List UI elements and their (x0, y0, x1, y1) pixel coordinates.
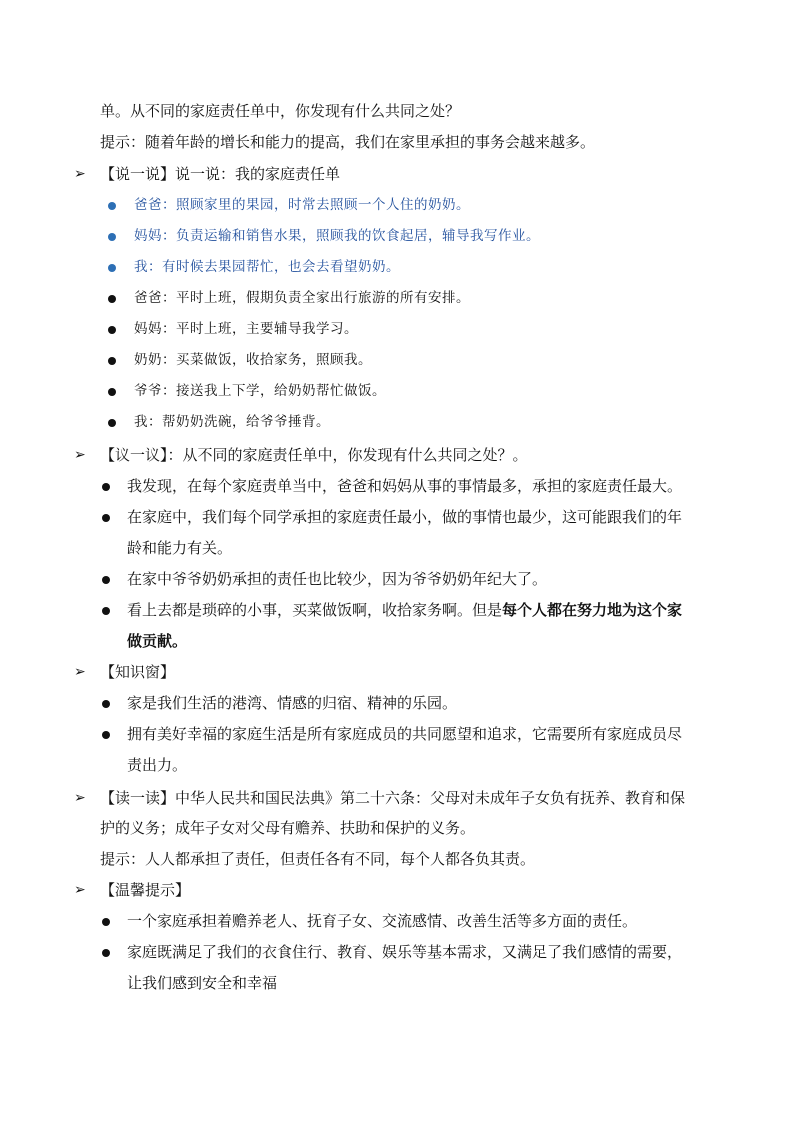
bullet-dot-icon (108, 295, 116, 303)
list-item-continuation (127, 631, 187, 651)
section-heading-knowledge: 【知识窗】 (100, 663, 176, 681)
bullet-dot-icon (102, 731, 110, 739)
bullet-dot-icon (108, 419, 116, 427)
list-item: 我：有时候去果园帮忙，也会去看望奶奶。 (134, 259, 400, 275)
bullet-dot-icon (108, 264, 116, 272)
list-item: 爷爷：接送我上下学，给奶奶帮忙做饭。 (134, 383, 386, 399)
bullet-dot-icon (102, 700, 110, 708)
list-item: 家庭既满足了我们的衣食住行、教育、娱乐等基本需求，又满足了我们感情的需要， (127, 943, 683, 961)
list-item-continuation: 责出力。 (127, 756, 188, 774)
section-heading-say: 【说一说】说一说：我的家庭责任单 (100, 165, 341, 183)
bullet-dot-icon (102, 918, 110, 926)
list-item: 妈妈：平时上班，主要辅导我学习。 (134, 321, 358, 337)
emphasis-text: 做贡献。 (127, 632, 188, 650)
list-item: 在家庭中，我们每个同学承担的家庭责任最小，做的事情也最少，这可能跟我们的年 (127, 508, 683, 526)
arrow-bullet-icon: ➢ (74, 882, 86, 898)
bullet-dot-icon (108, 202, 116, 210)
list-item (127, 600, 682, 620)
section-heading-tips: 【温馨提示】 (100, 881, 191, 899)
list-item-continuation: 让我们感到安全和幸福 (127, 974, 278, 992)
arrow-bullet-icon: ➢ (74, 664, 86, 680)
bullet-dot-icon (102, 483, 110, 491)
list-item: 爸爸：平时上班，假期负责全家出行旅游的所有安排。 (134, 290, 470, 306)
list-item: 奶奶：买菜做饭，收拾家务，照顾我。 (134, 352, 372, 368)
list-item: 爸爸：照顾家里的果园，时常去照顾一个人住的奶奶。 (134, 197, 470, 213)
bullet-dot-icon (102, 607, 110, 615)
bullet-dot-icon (108, 357, 116, 365)
bullet-dot-icon (108, 233, 116, 241)
bullet-dot-icon (108, 326, 116, 334)
list-item: 拥有美好幸福的家庭生活是所有家庭成员的共同愿望和追求，它需要所有家庭成员尽 (127, 725, 683, 743)
bullet-dot-icon (102, 949, 110, 957)
arrow-bullet-icon: ➢ (74, 447, 86, 463)
list-item: 一个家庭承担着赡养老人、抚育子女、交流感情、改善生活等多方面的责任。 (127, 912, 638, 930)
section-heading-read: 【读一读】中华人民共和国民法典》第二十六条：父母对未成年子女负有抚养、教育和保 (100, 789, 686, 807)
section-heading-discuss: 【议一议】：从不同的家庭责任单中，你发现有什么共同之处？。 (100, 446, 528, 464)
read-continuation: 护的义务；成年子女对父母有赡养、扶助和保护的义务。 (100, 819, 476, 837)
arrow-bullet-icon: ➢ (74, 790, 86, 806)
arrow-bullet-icon: ➢ (74, 166, 86, 182)
list-item: 我：帮奶奶洗碗，给爷爷捶背。 (134, 414, 330, 430)
intro-hint: 提示：随着年龄的增长和能力的提高，我们在家里承担的事务会越来越多。 (100, 133, 596, 151)
intro-line: 单。从不同的家庭责任单中，你发现有什么共同之处？ (100, 102, 461, 120)
read-hint: 提示：人人都承担了责任，但责任各有不同，每个人都各负其责。 (100, 850, 536, 868)
bullet-dot-icon (102, 514, 110, 522)
list-item: 妈妈：负责运输和销售水果，照顾我的饮食起居，辅导我写作业。 (134, 228, 540, 244)
list-item: 我发现，在每个家庭责单当中，爸爸和妈妈从事的事情最多，承担的家庭责任最大。 (127, 477, 683, 495)
list-item-text: 看上去都是琐碎的小事，买菜做饭啊，收拾家务啊。但是 (127, 601, 503, 619)
bullet-dot-icon (108, 388, 116, 396)
list-item: 家是我们生活的港湾、情感的归宿、精神的乐园。 (127, 694, 458, 712)
list-item-continuation: 龄和能力有关。 (127, 539, 233, 557)
emphasis-text: 每个人都在努力地为这个家 (502, 601, 683, 619)
bullet-dot-icon (102, 576, 110, 584)
list-item: 在家中爷爷奶奶承担的责任也比较少，因为爷爷奶奶年纪大了。 (127, 570, 548, 588)
